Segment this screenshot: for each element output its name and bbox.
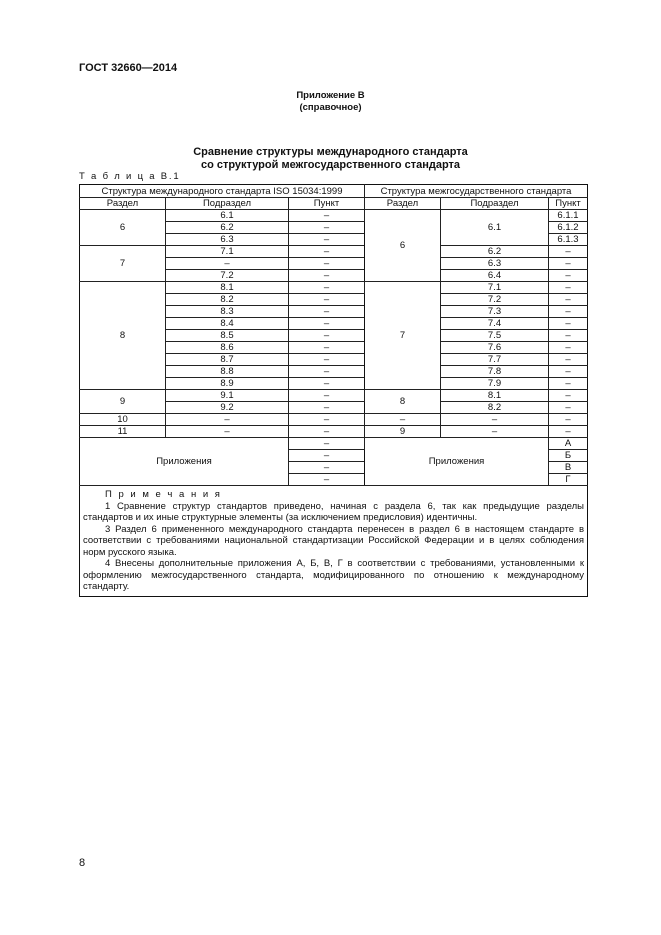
subsection-cell: 8.1: [441, 390, 549, 402]
item-cell: –: [549, 390, 588, 402]
group-header-international: Структура международного стандарта ISO 15034:1999: [80, 185, 365, 198]
note-item: 1 Сравнение структур стандартов приведено, начиная с раздела 6, так как предыдущие разделы стандартов и их иные структурные элементы (за исключением предисловия) идентичны.: [83, 500, 584, 523]
subsection-cell: 7.5: [441, 330, 549, 342]
subsection-cell: 6.3: [441, 258, 549, 270]
table-title-line-2: со структурой межгосударственного стандарта: [200, 159, 461, 171]
section-cell: 7: [365, 282, 441, 390]
col-header-section: Раздел: [80, 198, 166, 210]
item-cell: –: [549, 342, 588, 354]
subsection-cell: –: [166, 426, 289, 438]
item-cell: –: [289, 318, 365, 330]
subsection-cell: 6.2: [441, 246, 549, 258]
subsection-cell: 6.1: [441, 210, 549, 246]
appendix-letter: В: [549, 462, 588, 474]
note-item: 4 Внесены дополнительные приложения А, Б, В, Г в соответствии с требованиями, установленными к оформлению межгосударственного стандарта, модифицированного по отношению к международному стандарту.: [83, 558, 584, 592]
item-cell: –: [289, 258, 365, 270]
appendix-label-right: Приложения: [365, 438, 549, 486]
subsection-cell: 7.1: [441, 282, 549, 294]
item-cell: –: [289, 282, 365, 294]
item-cell: –: [549, 378, 588, 390]
section-cell: 10: [80, 414, 166, 426]
group-header-interstate: Структура межгосударственного стандарта: [365, 185, 588, 198]
item-cell: –: [289, 450, 365, 462]
section-cell: 11: [80, 426, 166, 438]
item-cell: –: [549, 366, 588, 378]
appendix-letter: Б: [549, 450, 588, 462]
section-cell: 8: [80, 282, 166, 390]
annex-title: Приложение В: [296, 90, 365, 101]
subsection-cell: 6.1: [166, 210, 289, 222]
subsection-cell: 6.2: [166, 222, 289, 234]
section-cell: 9: [365, 426, 441, 438]
item-cell: 6.1.1: [549, 210, 588, 222]
subsection-cell: –: [166, 414, 289, 426]
document-header: ГОСТ 32660—2014: [79, 62, 178, 74]
item-cell: –: [289, 378, 365, 390]
subsection-cell: 7.6: [441, 342, 549, 354]
item-cell: –: [289, 366, 365, 378]
subsection-cell: 7.7: [441, 354, 549, 366]
section-cell: 6: [80, 210, 166, 246]
item-cell: –: [289, 414, 365, 426]
subsection-cell: 8.6: [166, 342, 289, 354]
item-cell: –: [289, 294, 365, 306]
subsection-cell: 6.3: [166, 234, 289, 246]
item-cell: –: [289, 330, 365, 342]
subsection-cell: 7.8: [441, 366, 549, 378]
subsection-cell: –: [441, 414, 549, 426]
subsection-cell: 8.3: [166, 306, 289, 318]
section-cell: 8: [365, 390, 441, 414]
page-number: 8: [79, 857, 86, 869]
item-cell: –: [549, 294, 588, 306]
appendix-label-left: Приложения: [80, 438, 289, 486]
col-header-subsection: Подраздел: [166, 198, 289, 210]
comparison-table: [79, 184, 588, 597]
annex-subtitle: (справочное): [299, 102, 362, 113]
item-cell: –: [289, 270, 365, 282]
item-cell: –: [549, 318, 588, 330]
subsection-cell: 8.1: [166, 282, 289, 294]
subsection-cell: 8.7: [166, 354, 289, 366]
item-cell: –: [289, 210, 365, 222]
subsection-cell: 8.2: [166, 294, 289, 306]
subsection-cell: 7.1: [166, 246, 289, 258]
item-cell: –: [289, 342, 365, 354]
item-cell: –: [289, 306, 365, 318]
subsection-cell: 9.1: [166, 390, 289, 402]
subsection-cell: 7.2: [166, 270, 289, 282]
subsection-cell: –: [441, 426, 549, 438]
item-cell: –: [549, 414, 588, 426]
subsection-cell: 8.5: [166, 330, 289, 342]
subsection-cell: 8.2: [441, 402, 549, 414]
item-cell: –: [549, 246, 588, 258]
note-item: 3 Раздел 6 примененного международного стандарта перенесен в раздел 6 в настоящем стандарте в соответствии с требованиями национальной стандартизации Российской Федерации и в целях соблюдения норм русского языка.: [83, 523, 584, 558]
subsection-cell: 7.4: [441, 318, 549, 330]
subsection-cell: 7.3: [441, 306, 549, 318]
section-cell: 7: [80, 246, 166, 282]
item-cell: –: [289, 426, 365, 438]
subsection-cell: 9.2: [166, 402, 289, 414]
col-header-item: Пункт: [549, 198, 588, 210]
item-cell: –: [289, 462, 365, 474]
item-cell: –: [289, 246, 365, 258]
subsection-cell: 7.2: [441, 294, 549, 306]
item-cell: –: [289, 438, 365, 450]
appendix-letter: Г: [549, 474, 588, 486]
subsection-cell: 8.9: [166, 378, 289, 390]
subsection-cell: 7.9: [441, 378, 549, 390]
item-cell: 6.1.2: [549, 222, 588, 234]
item-cell: –: [289, 222, 365, 234]
item-cell: –: [289, 402, 365, 414]
item-cell: –: [289, 474, 365, 486]
section-cell: –: [365, 414, 441, 426]
col-header-item: Пункт: [289, 198, 365, 210]
subsection-cell: –: [166, 258, 289, 270]
section-cell: 6: [365, 210, 441, 282]
item-cell: –: [289, 390, 365, 402]
item-cell: 6.1.3: [549, 234, 588, 246]
section-cell: 9: [80, 390, 166, 414]
item-cell: –: [549, 426, 588, 438]
table-caption: Т а б л и ц а В.1: [79, 171, 181, 182]
item-cell: –: [549, 270, 588, 282]
table-title-line-1: Сравнение структуры международного стандарта: [193, 146, 468, 158]
item-cell: –: [549, 258, 588, 270]
item-cell: –: [549, 354, 588, 366]
notes-heading: П р и м е ч а н и я: [105, 489, 222, 500]
item-cell: –: [549, 282, 588, 294]
item-cell: –: [549, 306, 588, 318]
appendix-letter: А: [549, 438, 588, 450]
table-notes: [80, 486, 588, 597]
item-cell: –: [549, 330, 588, 342]
subsection-cell: 8.4: [166, 318, 289, 330]
col-header-section: Раздел: [365, 198, 441, 210]
subsection-cell: 8.8: [166, 366, 289, 378]
subsection-cell: 6.4: [441, 270, 549, 282]
item-cell: –: [289, 354, 365, 366]
col-header-subsection: Подраздел: [441, 198, 549, 210]
item-cell: –: [289, 234, 365, 246]
item-cell: –: [549, 402, 588, 414]
